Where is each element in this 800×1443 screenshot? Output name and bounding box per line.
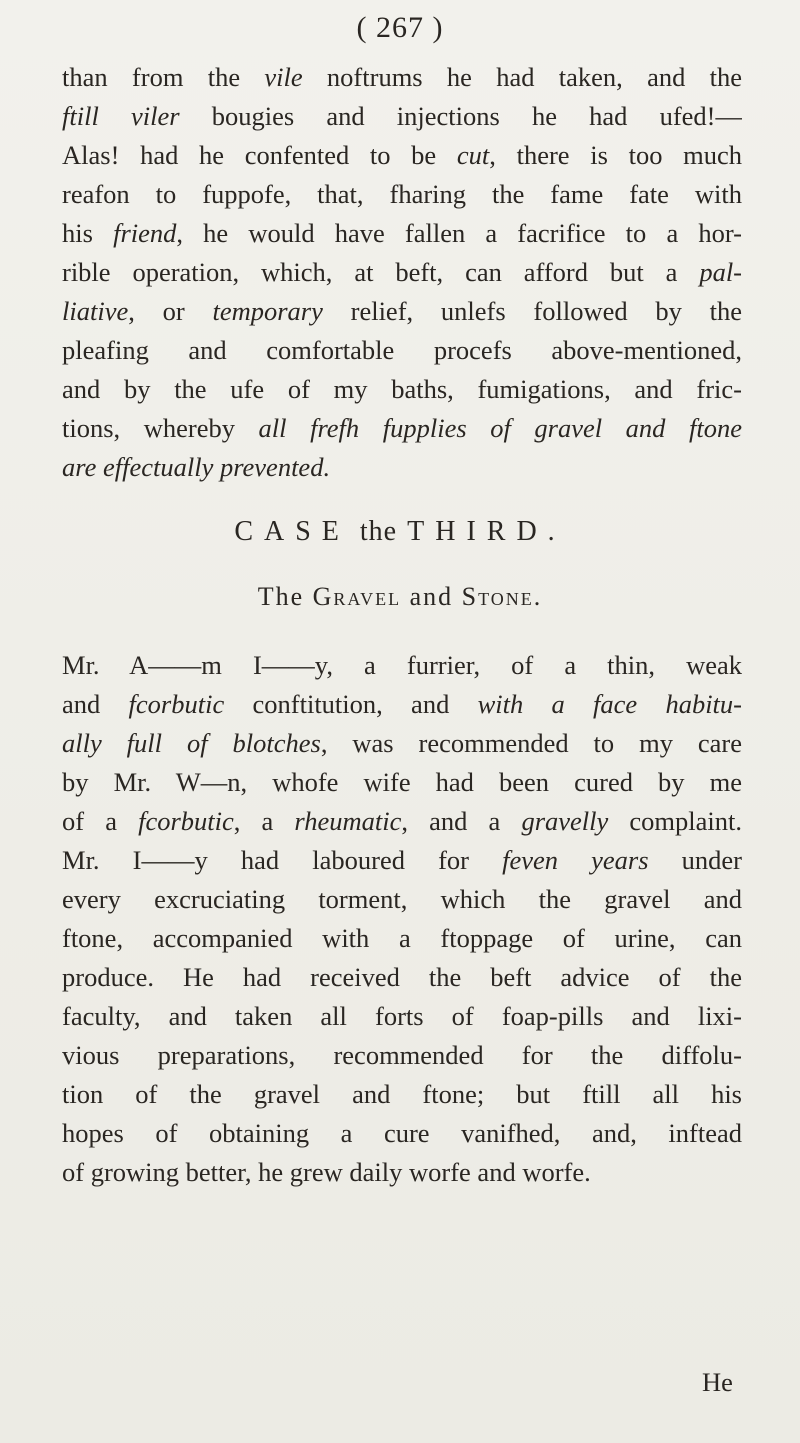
italic-text-run: fcorbutic [128, 689, 225, 719]
text-run: , he would have fallen a facrifice to a hor- [176, 218, 742, 248]
text-run: , and a [401, 806, 522, 836]
italic-text-run: gravelly [521, 806, 609, 836]
italic-text-run: feven years [502, 845, 649, 875]
text-run: Mr. A——m I——y, a furrier, of a thin, weak [62, 650, 742, 680]
text-run: and by the ufe of my baths, fumigations, and fric- [62, 374, 742, 404]
italic-text-run: pal- [699, 257, 742, 287]
text-run: complaint. [608, 806, 742, 836]
text-run: rible operation, which, at beft, can afford but a [62, 257, 700, 287]
case-heading-left: CASE [234, 516, 350, 547]
text-run: tion of the gravel and ftone; but ftill all his [62, 1079, 742, 1109]
text-line [62, 214, 742, 253]
italic-text-run: temporary [212, 296, 323, 326]
text-line [62, 331, 742, 370]
subheading-pre: The [257, 582, 313, 611]
text-line [62, 97, 742, 136]
section-subheading [0, 577, 800, 617]
text-run: noftrums he had taken, and the [302, 62, 742, 92]
text-run: relief, unlefs followed by the [322, 296, 742, 326]
text-line [62, 685, 742, 724]
text-run: Mr. I——y had laboured for [62, 845, 503, 875]
text-line [62, 1114, 742, 1153]
page-number: ( 267 ) [356, 11, 444, 44]
text-run: pleafing and comfortable procefs above-mentioned, [62, 335, 742, 365]
text-run: bougies and injections he had ufed!— [179, 101, 742, 131]
text-run: reafon to fuppofe, that, fharing the fame fate with [62, 179, 742, 209]
text-line [62, 997, 742, 1036]
text-run: tions, whereby [62, 413, 259, 443]
case-heading-middle: the [359, 516, 398, 547]
text-run: , there is too much [489, 140, 742, 170]
text-run: under [648, 845, 742, 875]
text-line [62, 1036, 742, 1075]
text-run: , was recommended to my care [320, 728, 742, 758]
italic-text-run: ally full of blotches [62, 728, 321, 758]
italic-text-run: vile [264, 62, 303, 92]
text-run: , a [233, 806, 295, 836]
text-line [62, 763, 742, 802]
italic-text-run: liative [62, 296, 129, 326]
text-line [62, 136, 742, 175]
case-heading-right: THIRD. [407, 516, 566, 547]
text-line [62, 919, 742, 958]
italic-text-run: friend [113, 218, 177, 248]
text-run: of a [62, 806, 139, 836]
case-heading [0, 512, 800, 552]
text-run: and [62, 689, 129, 719]
catchword: He [702, 1367, 733, 1397]
italic-text-run: fcorbutic [138, 806, 234, 836]
text-run: , or [128, 296, 213, 326]
text-line [62, 724, 742, 763]
text-line [62, 880, 742, 919]
italic-text-run: with a face habitu- [477, 689, 742, 719]
subheading-and: and [401, 582, 462, 611]
italic-text-run: cut [456, 140, 490, 170]
text-line [62, 802, 742, 841]
text-run: faculty, and taken all forts of foap-pills and lixi- [62, 1001, 742, 1031]
text-line [62, 409, 742, 448]
text-line [62, 175, 742, 214]
italic-text-run: are effectually prevented. [62, 452, 331, 482]
text-line [62, 448, 742, 487]
text-run: vious preparations, recommended for the diffolu- [62, 1040, 742, 1070]
text-line [62, 1153, 742, 1192]
text-run: every excruciating torment, which the gravel and [62, 884, 742, 914]
italic-text-run: rheumatic [294, 806, 402, 836]
paragraph-case-description [62, 646, 742, 1192]
text-run: produce. He had received the beft advice of the [62, 962, 742, 992]
text-run: by Mr. W—n, whofe wife had been cured by me [62, 767, 742, 797]
text-run: hopes of obtaining a cure vanifhed, and, inftead [62, 1118, 742, 1148]
text-line [62, 253, 742, 292]
text-line [62, 58, 742, 97]
text-line [62, 292, 742, 331]
text-line [62, 646, 742, 685]
paragraph-continuation [62, 58, 742, 487]
italic-text-run: all frefh fupplies of gravel and ftone [258, 413, 742, 443]
text-run: ftone, accompanied with a ftoppage of urine, can [62, 923, 742, 953]
subheading-stone: Stone. [461, 582, 543, 611]
text-run: his [62, 218, 114, 248]
text-line [62, 370, 742, 409]
subheading-gravel: Gravel [312, 582, 402, 611]
text-run: than from the [62, 62, 265, 92]
text-run: Alas! had he confented to be [62, 140, 457, 170]
italic-text-run: ftill viler [62, 101, 180, 131]
text-run: of growing better, he grew daily worfe and worfe. [62, 1157, 591, 1187]
text-line [62, 841, 742, 880]
text-line [62, 958, 742, 997]
text-run: conftitution, and [224, 689, 478, 719]
text-line [62, 1075, 742, 1114]
